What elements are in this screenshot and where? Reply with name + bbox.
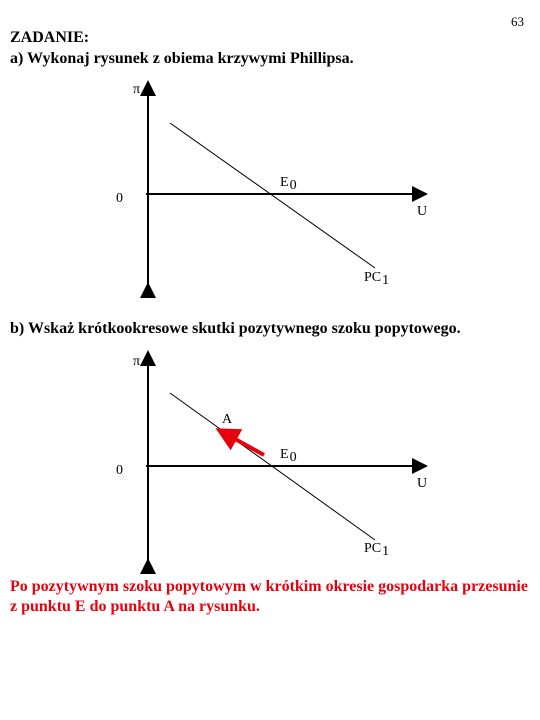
phillips-diagram-b	[0, 350, 540, 570]
phillips-curve-pc1	[170, 123, 375, 268]
equilibrium-label: E0	[280, 447, 297, 465]
origin-label: 0	[116, 463, 123, 478]
curve-label: PC1	[364, 541, 390, 559]
point-a-label: A	[222, 412, 233, 427]
task-b-text: b) Wskaż krótkookresowe skutki pozytywnego szoku popytowego.	[10, 320, 461, 337]
task-heading: ZADANIE:	[10, 29, 90, 46]
page-number: 63	[511, 14, 524, 29]
x-axis-label: U	[417, 204, 428, 219]
y-axis-label: π	[133, 354, 141, 369]
origin-label: 0	[116, 191, 123, 206]
y-axis-label: π	[133, 82, 141, 97]
x-axis-label: U	[417, 476, 428, 491]
shift-arrow	[226, 434, 264, 455]
task-a-text: a) Wykonaj rysunek z obiema krzywymi Phillipsa.	[10, 50, 354, 67]
conclusion-text: Po pozytywnym szoku popytowym w krótkim okresie gospodarka przesunie z punktu E do punktu A na rysunku.	[10, 578, 528, 615]
phillips-diagram-a	[0, 80, 540, 300]
curve-label: PC1	[364, 270, 390, 288]
equilibrium-label: E0	[280, 175, 297, 193]
